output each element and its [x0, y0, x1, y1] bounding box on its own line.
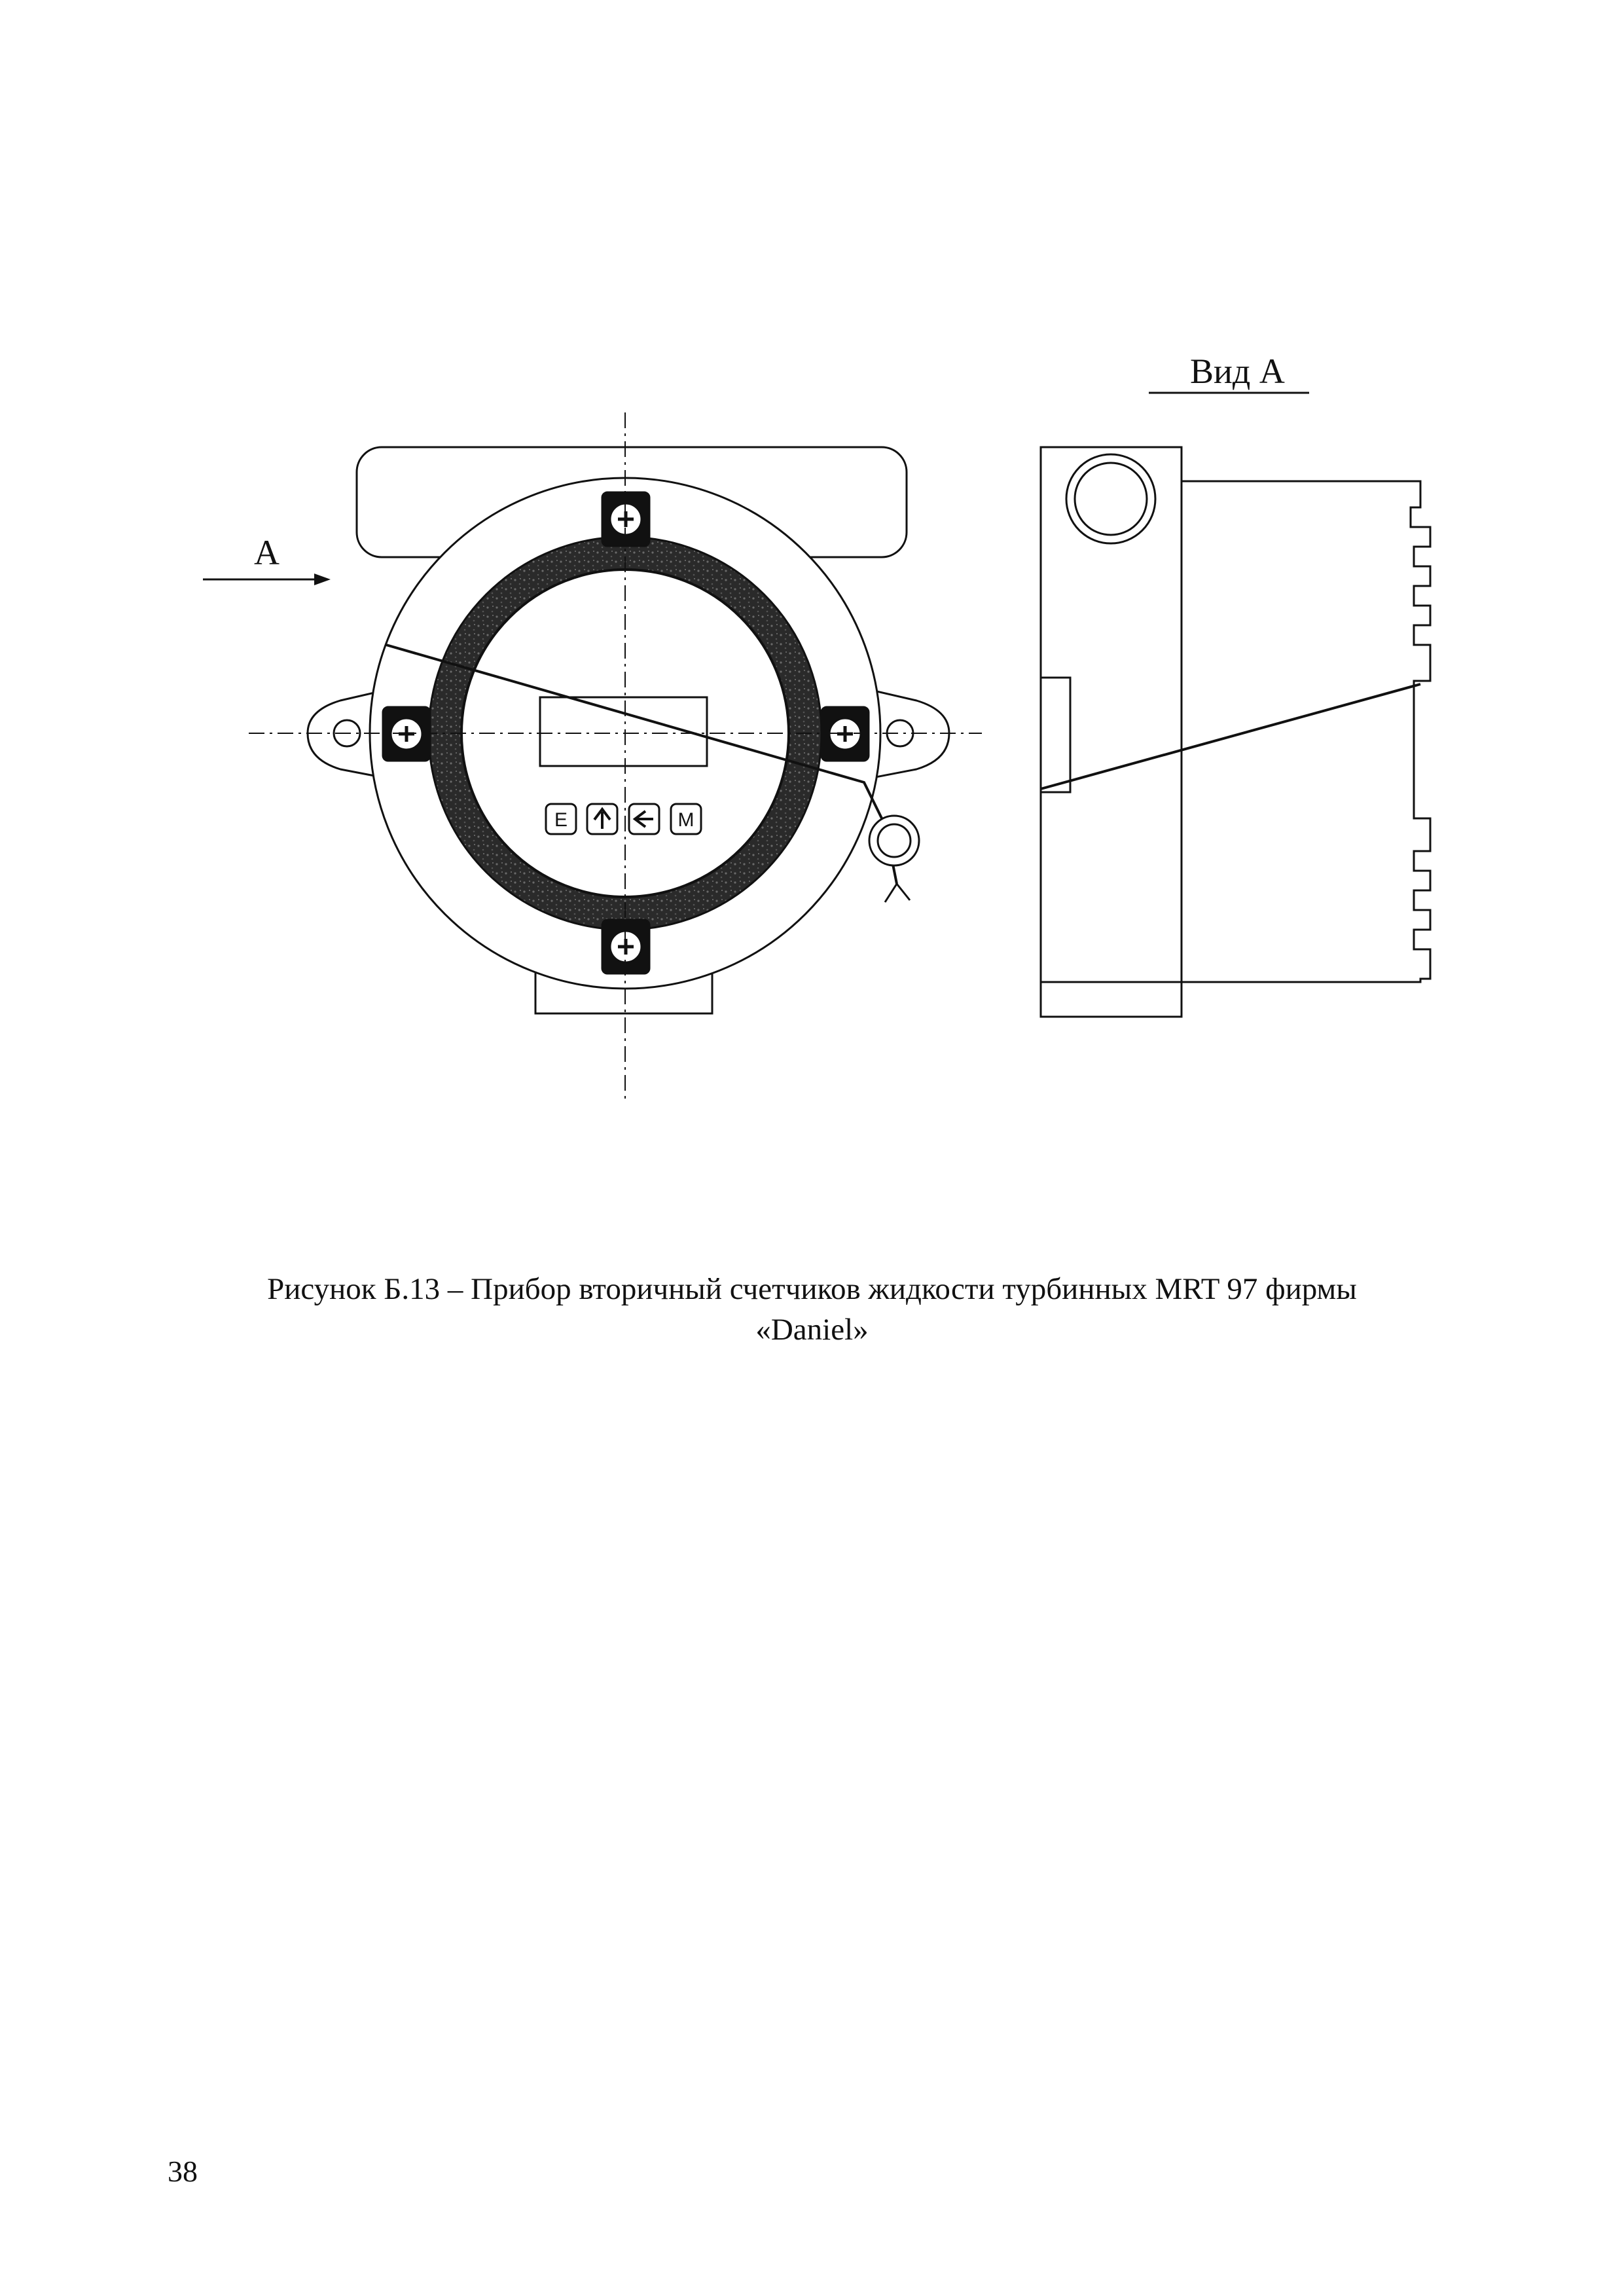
- svg-text:E: E: [554, 809, 568, 831]
- arrow-right-icon: [314, 574, 331, 585]
- svg-text:А: А: [254, 533, 280, 572]
- button-e: [546, 804, 576, 834]
- view-arrow: [203, 533, 331, 585]
- finned-cover: [1182, 481, 1430, 982]
- svg-text:M: M: [677, 809, 695, 831]
- page-number: 38: [168, 2155, 198, 2188]
- side-housing: [1041, 447, 1182, 1017]
- seal-plug-outer: [869, 816, 919, 866]
- button-m: [671, 804, 701, 834]
- button-left: [629, 804, 659, 834]
- caption-line-2: «Daniel»: [755, 1313, 869, 1347]
- side-view: [1041, 352, 1430, 1017]
- svg-text:Вид А: Вид А: [1190, 352, 1285, 391]
- button-up: [587, 804, 617, 834]
- display-window: [540, 697, 707, 766]
- caption-line-1: Рисунок Б.13 – Прибор вторичный счетчиков жидкости турбинных MRT 97 фирмы: [267, 1272, 1357, 1306]
- figure-caption: [0, 1269, 1624, 1350]
